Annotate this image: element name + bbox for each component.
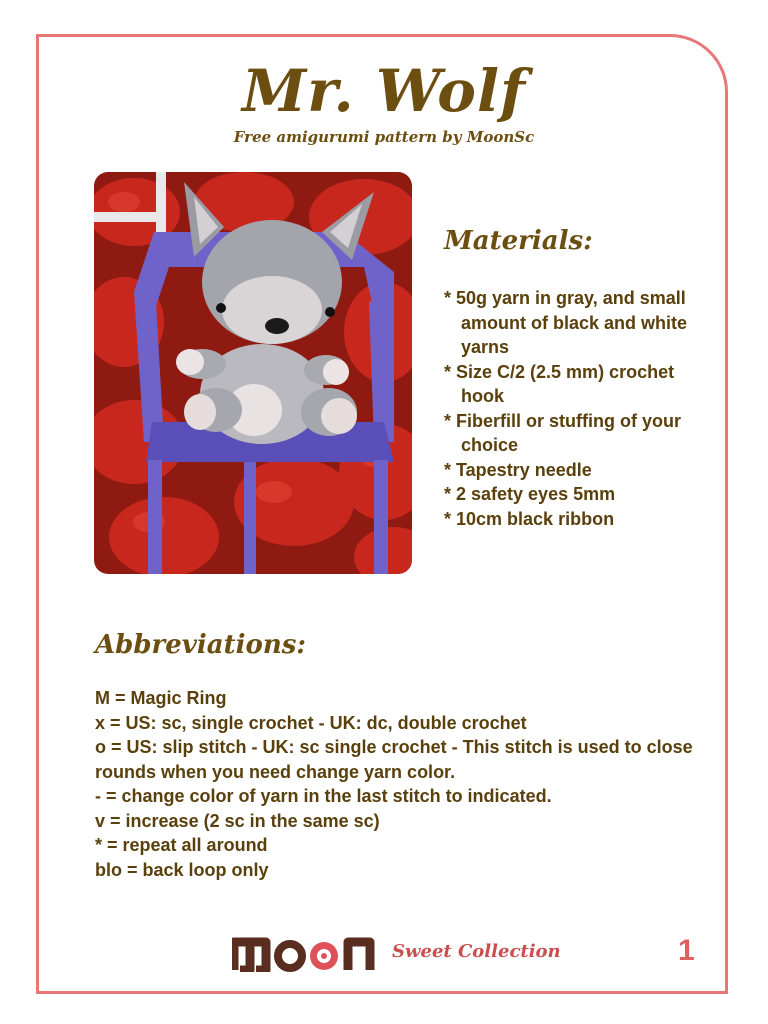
materials-item: * Size C/2 (2.5 mm) crochet hook — [444, 361, 675, 406]
materials-item: * 10cm black ribbon — [444, 508, 615, 529]
page-title: Mr. Wolf — [242, 57, 526, 125]
abbreviation-line: x = US: sc, single crochet - UK: dc, double crochet — [95, 712, 527, 733]
materials-item: * Tapestry needle — [444, 459, 592, 480]
moon-logo — [232, 930, 384, 972]
abbreviation-line: v = increase (2 sc in the same sc) — [95, 810, 380, 831]
abbreviations-heading: Abbreviations: — [95, 630, 306, 660]
page-number: 1 — [678, 934, 695, 967]
abbreviation-line: o = US: slip stitch - UK: sc single crochet - This stitch is used to close rounds when you need change yarn color. — [95, 737, 693, 782]
materials-item: * Fiberfill or stuffing of your choice — [444, 410, 681, 455]
abbreviation-line: - = change color of yarn in the last stitch to indicated. — [95, 786, 552, 806]
tagline: Sweet Collection — [392, 940, 561, 962]
abbreviation-line: M = Magic Ring — [95, 688, 227, 708]
materials-item: * 50g yarn in gray, and small amount of black and white yarns — [444, 288, 688, 357]
materials-list — [444, 286, 714, 531]
materials-heading: Materials: — [444, 226, 593, 256]
abbreviation-line: blo = back loop only — [95, 859, 269, 880]
wolf-amigurumi-photo — [94, 172, 412, 574]
abbreviation-line: * = repeat all around — [95, 835, 268, 855]
page-subtitle: Free amigurumi pattern by MoonSc — [233, 128, 535, 146]
materials-item: * 2 safety eyes 5mm — [444, 484, 616, 504]
footer-brand — [232, 930, 561, 972]
abbreviations-list — [95, 686, 695, 882]
